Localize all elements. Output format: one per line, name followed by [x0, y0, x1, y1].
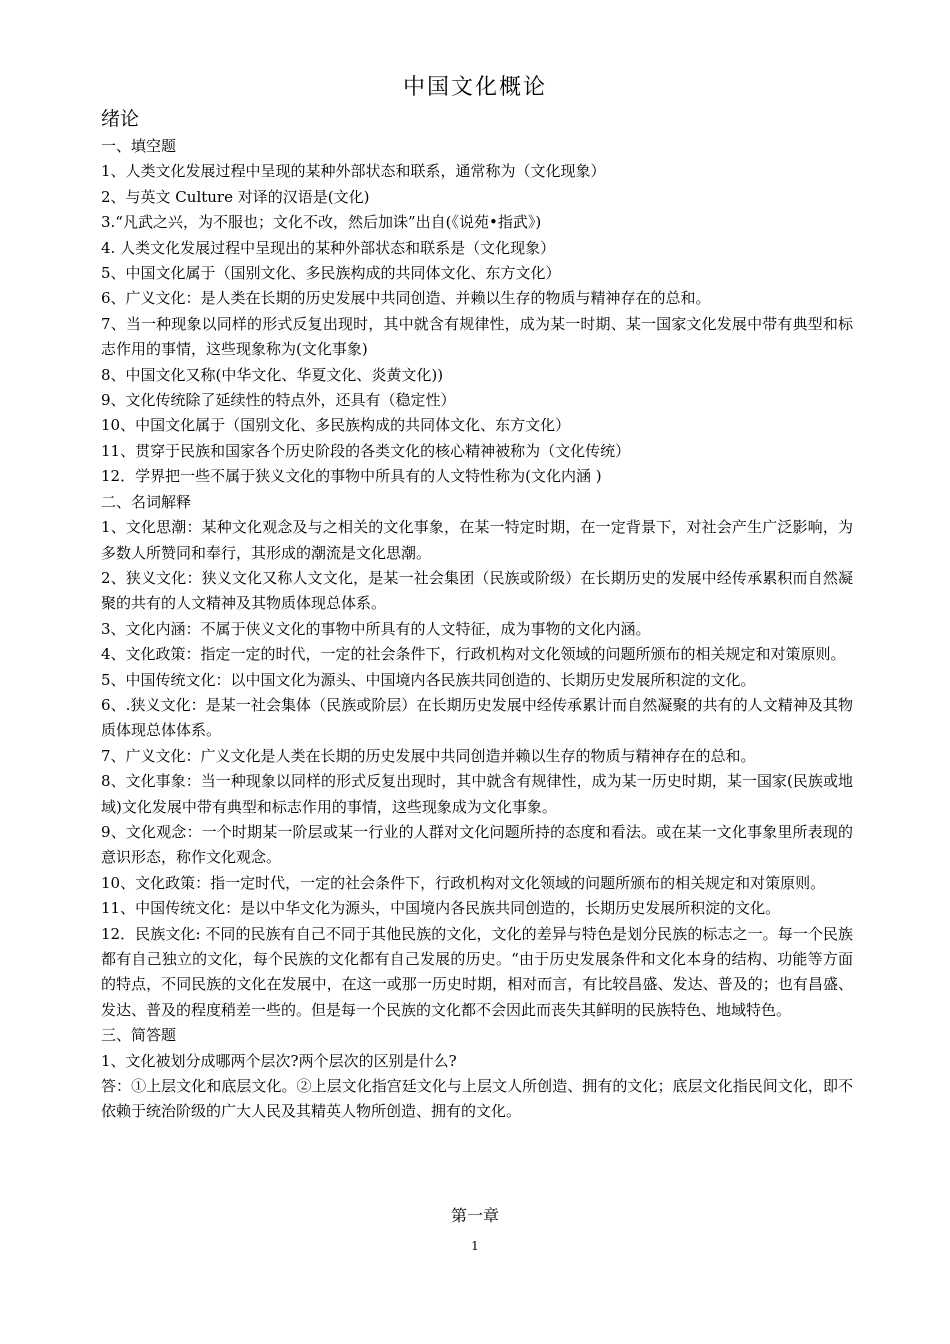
paragraph: 11、中国传统文化：是以中华文化为源头，中国境内各民族共同创造的，长期历史发展所积淀的文化。	[101, 899, 781, 918]
paragraph: 2、狭义文化：狭义文化又称人文文化，是某一社会集团（民族或阶级）在长期历史的发展中经传承累积而自然凝聚的共有的人文精神及其物质体现总体系。	[101, 568, 853, 613]
paragraph: 4、文化政策：指定一定的时代，一定的社会条件下，行政机构对文化领域的问题所颁布的相关规定和对策原则。	[101, 645, 846, 664]
paragraph: 6、.狭义文化：是某一社会集体（民族或阶层）在长期历史发展中经传承累计而自然凝聚的共有的人文精神及其物质体现总体体系。	[101, 695, 853, 740]
paragraph: 答：①上层文化和底层文化。②上层文化指宫廷文化与上层文人所创造、拥有的文化；底层文化指民间文化，即不依赖于统治阶级的广大人民及其精英人物所创造、拥有的文化。	[101, 1077, 853, 1121]
document-title: 中国文化概论	[402, 75, 547, 100]
paragraph: 1、文化思潮：某种文化观念及与之相关的文化事象，在某一特定时期，在一定背景下，对社会产生广泛影响，为多数人所赞同和奉行，其形成的潮流是文化思潮。	[101, 518, 853, 562]
paragraph: 11、贯穿于民族和国家各个历史阶段的各类文化的核心精神被称为（文化传统）	[101, 441, 631, 460]
paragraph: 12．学界把一些不属于狭义文化的事物中所具有的人文特性称为(文化内涵 )	[101, 467, 602, 486]
heading-short-answer: 三、简答题	[101, 1026, 177, 1045]
paragraph: 10、文化政策：指一定时代，一定的社会条件下，行政机构对文化领域的问题所颁布的相关规定和对策原则。	[101, 873, 826, 892]
paragraph: 5、中国传统文化：以中国文化为源头、中国境内各民族共同创造的、长期历史发展所积淀的文化。	[101, 670, 756, 689]
paragraph: 12．民族文化: 不同的民族有自己不同于其他民族的文化，文化的差异与特色是划分民族的标志之一。每一个民族都有自己独立的文化，每个民族的文化都有自己发展的历史。“由于历史发展条件和文化本身的结构、功能等方面的特点，不同民族的文化在发展中，在这一或那一历史时期，相对而言，有比较昌盛、发达、普及的；也有昌盛、发达、普及的程度稍差一些的。但是每一个民族的文化都不会因此而丧失其鲜明的民族特色、地域特色。	[101, 924, 853, 1019]
paragraph: 1、文化被划分成哪两个层次?两个层次的区别是什么?	[101, 1051, 457, 1070]
paragraph: 9、文化观念：一个时期某一阶层或某一行业的人群对文化问题所持的态度和看法。或在某一文化事象里所表现的意识形态，称作文化观念。	[101, 822, 853, 867]
paragraph: 8、中国文化又称(中华文化、华夏文化、炎黄文化))	[101, 365, 444, 384]
paragraph: 1、人类文化发展过程中呈现的某种外部状态和联系，通常称为（文化现象）	[101, 162, 606, 181]
paragraph: 5、中国文化属于（国别文化、多民族构成的共同体文化、东方文化）	[101, 264, 561, 283]
page-number: 1	[471, 1239, 479, 1253]
paragraph: 6、广义文化：是人类在长期的历史发展中共同创造、并赖以生存的物质与精神存在的总和。	[101, 289, 711, 308]
section-title: 绪论	[101, 108, 140, 130]
paragraph: 8、文化事象：当一种现象以同样的形式反复出现时，其中就含有规律性，成为某一历史时期，某一国家(民族或地域)文化发展中带有典型和标志作用的事情，这些现象成为文化事象。	[101, 772, 853, 816]
heading-fill-blank: 一、填空题	[101, 137, 177, 155]
paragraph: 2、与英文 Culture 对译的汉语是(文化)	[101, 187, 370, 206]
paragraph: 7、广义文化：广义文化是人类在长期的历史发展中共同创造并赖以生存的物质与精神存在的总和。	[101, 746, 756, 765]
paragraph: 7、当一种现象以同样的形式反复出现时，其中就含有规律性，成为某一时期、某一国家文化发展中带有典型和标志作用的事情，这些现象称为(文化事象)	[101, 314, 853, 359]
paragraph: 9、文化传统除了延续性的特点外，还具有（稳定性）	[101, 391, 456, 410]
paragraph: 3、文化内涵：不属于侠义文化的事物中所具有的人文特征，成为事物的文化内涵。	[101, 619, 651, 638]
paragraph: 4. 人类文化发展过程中呈现出的某种外部状态和联系是（文化现象）	[101, 238, 556, 257]
document-body	[101, 134, 853, 1125]
heading-term-definitions: 二、名词解释	[101, 492, 192, 511]
chapter-heading: 第一章	[450, 1206, 499, 1225]
paragraph: 10、中国文化属于（国别文化、多民族构成的共同体文化、东方文化）	[101, 416, 571, 435]
paragraph: 3.“凡武之兴，为不服也；文化不改，然后加诛”出自(《说苑•指武》)	[101, 213, 542, 232]
